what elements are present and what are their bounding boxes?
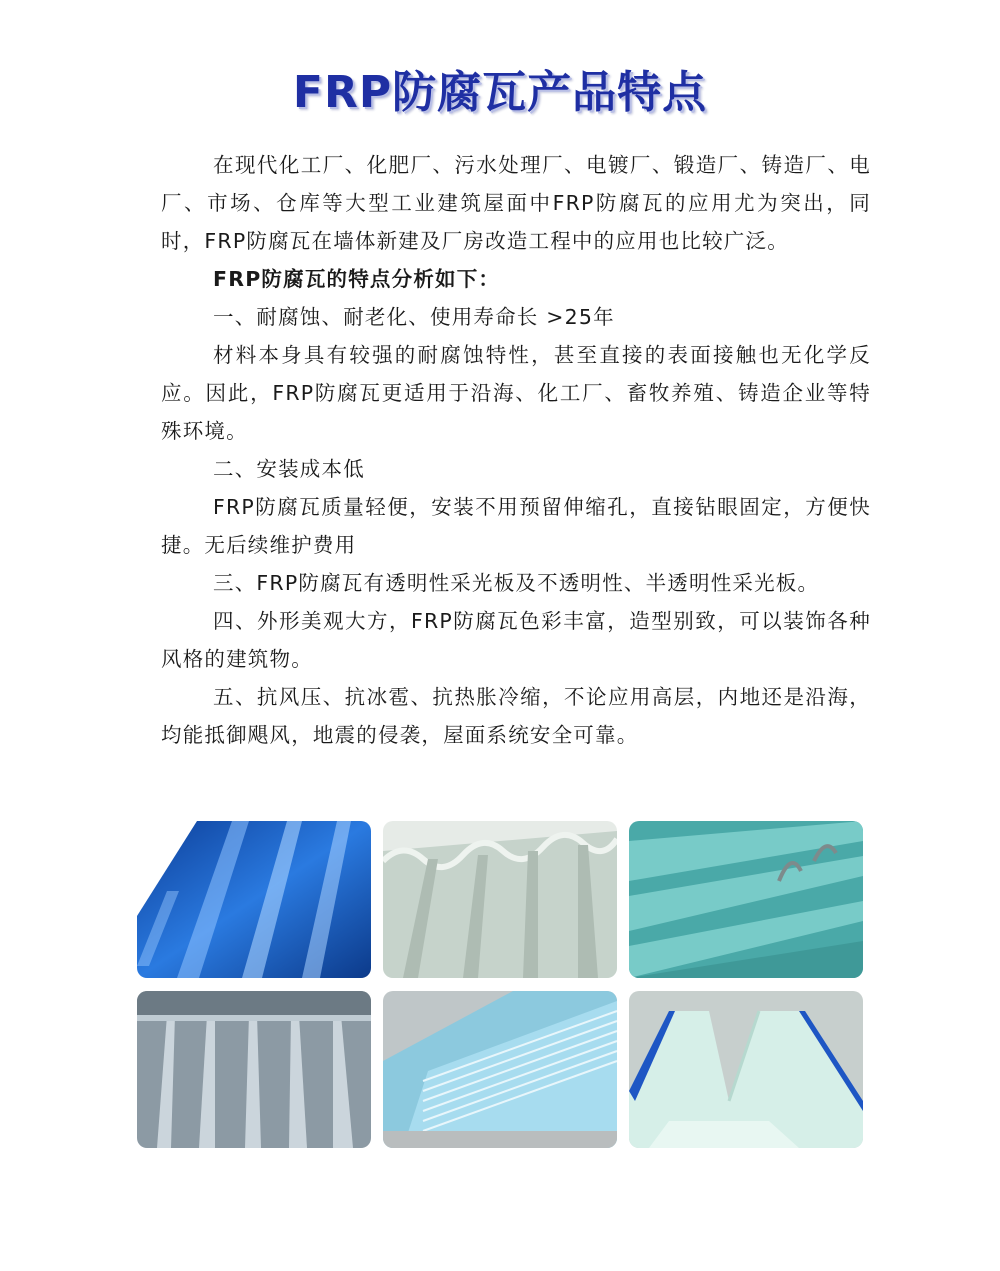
paragraph-feature-1: 一、耐腐蚀、耐老化、使用寿命长 >25年	[213, 305, 615, 329]
photo-translucent-tile	[383, 821, 617, 978]
body-text	[161, 146, 871, 754]
photo-clear-tile	[137, 991, 371, 1148]
paragraph-intro: 在现代化工厂、化肥厂、污水处理厂、电镀厂、锻造厂、铸造厂、电厂、市场、仓库等大型工业建筑屋面中FRP防腐瓦的应用尤为突出，同时，FRP防腐瓦在墙体新建及厂房改造工程中的应用也比较广泛。	[161, 153, 871, 253]
photo-light-blue-tile	[383, 991, 617, 1148]
paragraph-feature-5: 五、抗风压、抗冰雹、抗热胀冷缩，不论应用高层，内地还是沿海，均能抵御飓风，地震的侵袭，屋面系统安全可靠。	[161, 685, 871, 747]
paragraph-feature-2: 二、安装成本低	[213, 457, 365, 481]
paragraph-feature-1-detail: 材料本身具有较强的耐腐蚀特性，甚至直接的表面接触也无化学反应。因此，FRP防腐瓦更适用于沿海、化工厂、畜牧养殖、铸造企业等特殊环境。	[161, 343, 871, 443]
page-title: FRP防腐瓦产品特点	[292, 67, 708, 118]
photo-pale-green-tile	[629, 991, 863, 1148]
paragraph-feature-2-detail: FRP防腐瓦质量轻便，安装不用预留伸缩孔，直接钻眼固定，方便快捷。无后续维护费用	[161, 495, 871, 557]
paragraph-feature-4: 四、外形美观大方，FRP防腐瓦色彩丰富，造型别致，可以装饰各种风格的建筑物。	[161, 609, 871, 671]
paragraph-feature-3: 三、FRP防腐瓦有透明性采光板及不透明性、半透明性采光板。	[213, 571, 820, 595]
photo-blue-tile	[137, 821, 371, 978]
photo-teal-tile	[629, 821, 863, 978]
paragraph-subheading: FRP防腐瓦的特点分析如下：	[213, 267, 501, 291]
